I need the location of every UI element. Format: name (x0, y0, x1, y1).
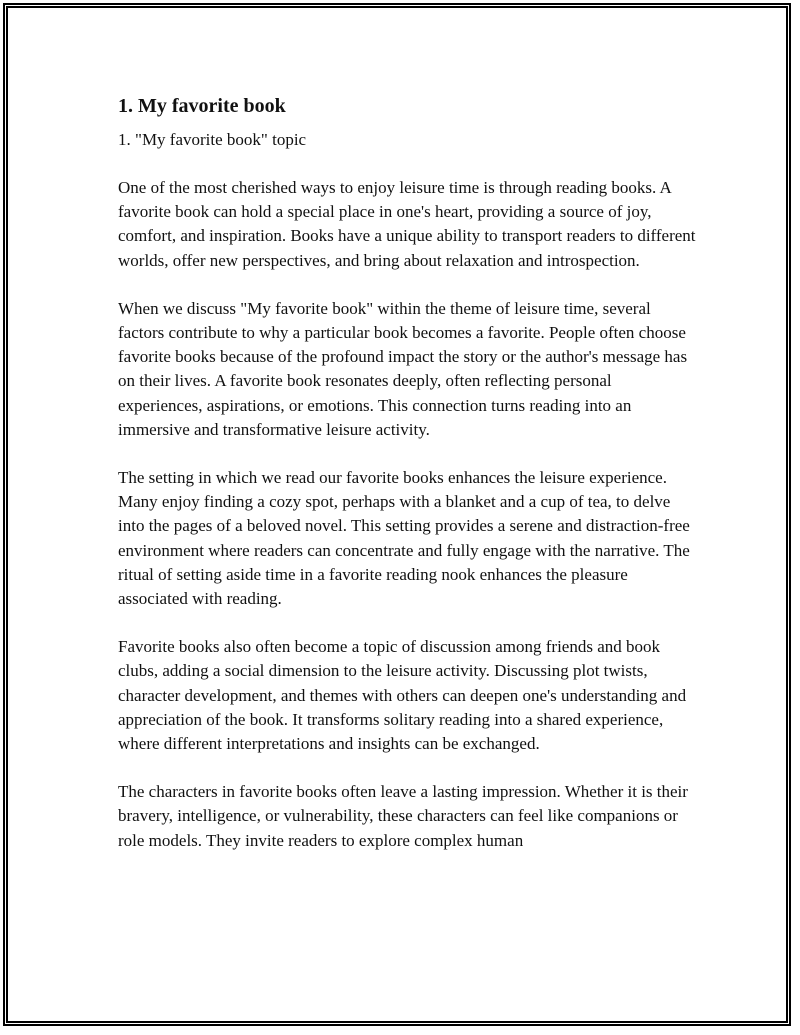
paragraph-4: Favorite books also often become a topic of discussion among friends and book clubs, adding a social dimension to the leisure activity. Discussing plot twists, character development, and themes with others can deepen one's understanding and appreciation of the book. It transforms solitary reading into a shared experience, where different interpretations and insights can be exchanged. (118, 637, 687, 754)
paragraph-1: One of the most cherished ways to enjoy leisure time is through reading books. A favorite book can hold a special place in one's heart, providing a source of joy, comfort, and inspiration. Books have a unique ability to transport readers to different worlds, offer new perspectives, and bring about relaxation and introspection. (118, 178, 696, 270)
paragraph-3: The setting in which we read our favorite books enhances the leisure experience. Many enjoy finding a cozy spot, perhaps with a blanket and a cup of tea, to delve into the pages of a beloved novel. This setting provides a serene and distraction-free environment where readers can concentrate and fully engage with the narrative. The ritual of setting aside time in a favorite reading nook enhances the pleasure associated with reading. (118, 468, 690, 609)
document-subtitle: 1. "My favorite book" topic (118, 130, 307, 149)
paragraph-5: The characters in favorite books often leave a lasting impression. Whether it is their bravery, intelligence, or vulnerability, these characters can feel like companions or role models. They invite readers to explore complex human (118, 782, 688, 850)
paragraph-2: When we discuss "My favorite book" within the theme of leisure time, several factors contribute to why a particular book becomes a favorite. People often choose favorite books because of the profound impact the story or the author's message has on their lives. A favorite book resonates deeply, often reflecting personal experiences, aspirations, or emotions. This connection turns reading into an immersive and transformative leisure activity. (118, 298, 688, 439)
document-body (118, 92, 698, 877)
document-heading: 1. My favorite book (118, 95, 286, 117)
